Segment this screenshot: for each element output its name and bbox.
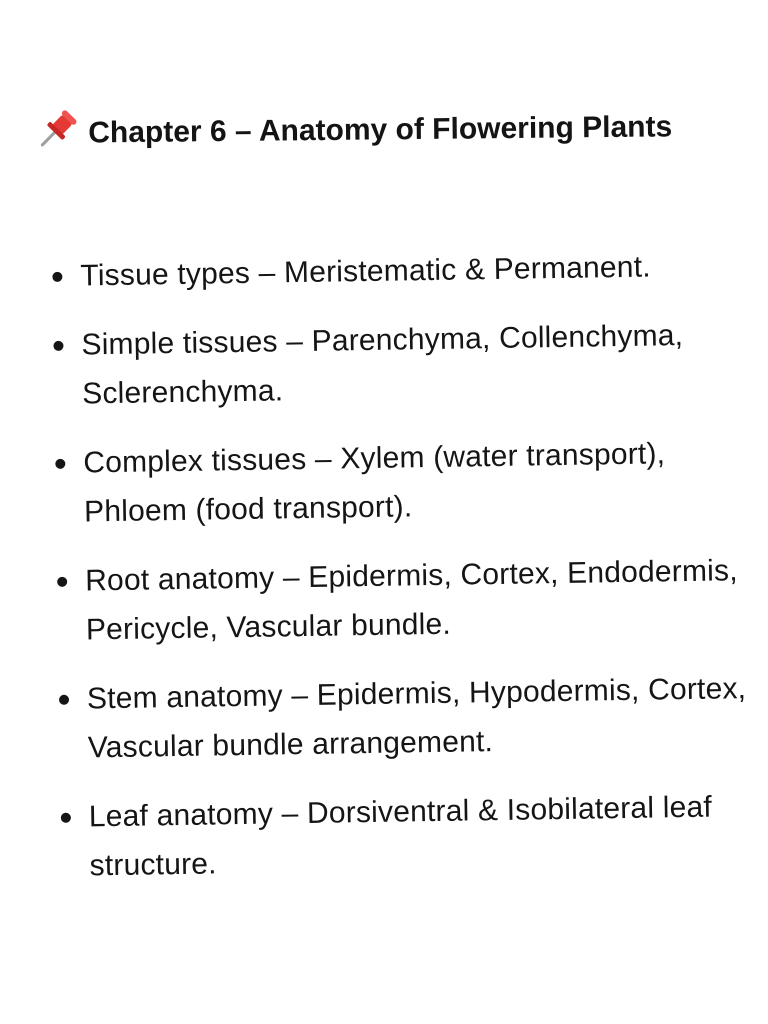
pushpin-icon xyxy=(36,109,80,149)
list-item-text: Simple tissues – Parenchyma, Collenchyma, Sclerenchyma. xyxy=(81,319,684,411)
bullet-icon xyxy=(59,695,69,705)
list-item xyxy=(56,782,757,891)
bullet-icon xyxy=(55,459,65,469)
topic-list xyxy=(48,241,758,911)
bullet-icon xyxy=(52,272,62,282)
bullet-icon xyxy=(57,577,67,587)
list-item-text: Root anatomy – Epidermis, Cortex, Endodermis, Pericycle, Vascular bundle. xyxy=(84,554,738,647)
list-item-text: Stem anatomy – Epidermis, Hypodermis, Cortex, Vascular bundle arrangement. xyxy=(86,672,747,765)
list-item xyxy=(49,310,750,419)
list-item-text: Complex tissues – Xylem (water transport), Phloem (food transport). xyxy=(83,437,666,529)
bullet-icon xyxy=(61,813,71,823)
list-item-text: Tissue types – Meristematic & Permanent. xyxy=(80,250,652,293)
list-item-text: Leaf anatomy – Dorsiventral & Isobilateral leaf structure. xyxy=(88,790,713,883)
list-item xyxy=(55,664,756,773)
bullet-icon xyxy=(53,341,63,351)
list-item xyxy=(51,428,752,537)
chapter-heading xyxy=(36,101,717,160)
list-item xyxy=(48,241,749,301)
list-item xyxy=(53,546,754,655)
chapter-title: Chapter 6 – Anatomy of Flowering Plants xyxy=(88,110,673,150)
